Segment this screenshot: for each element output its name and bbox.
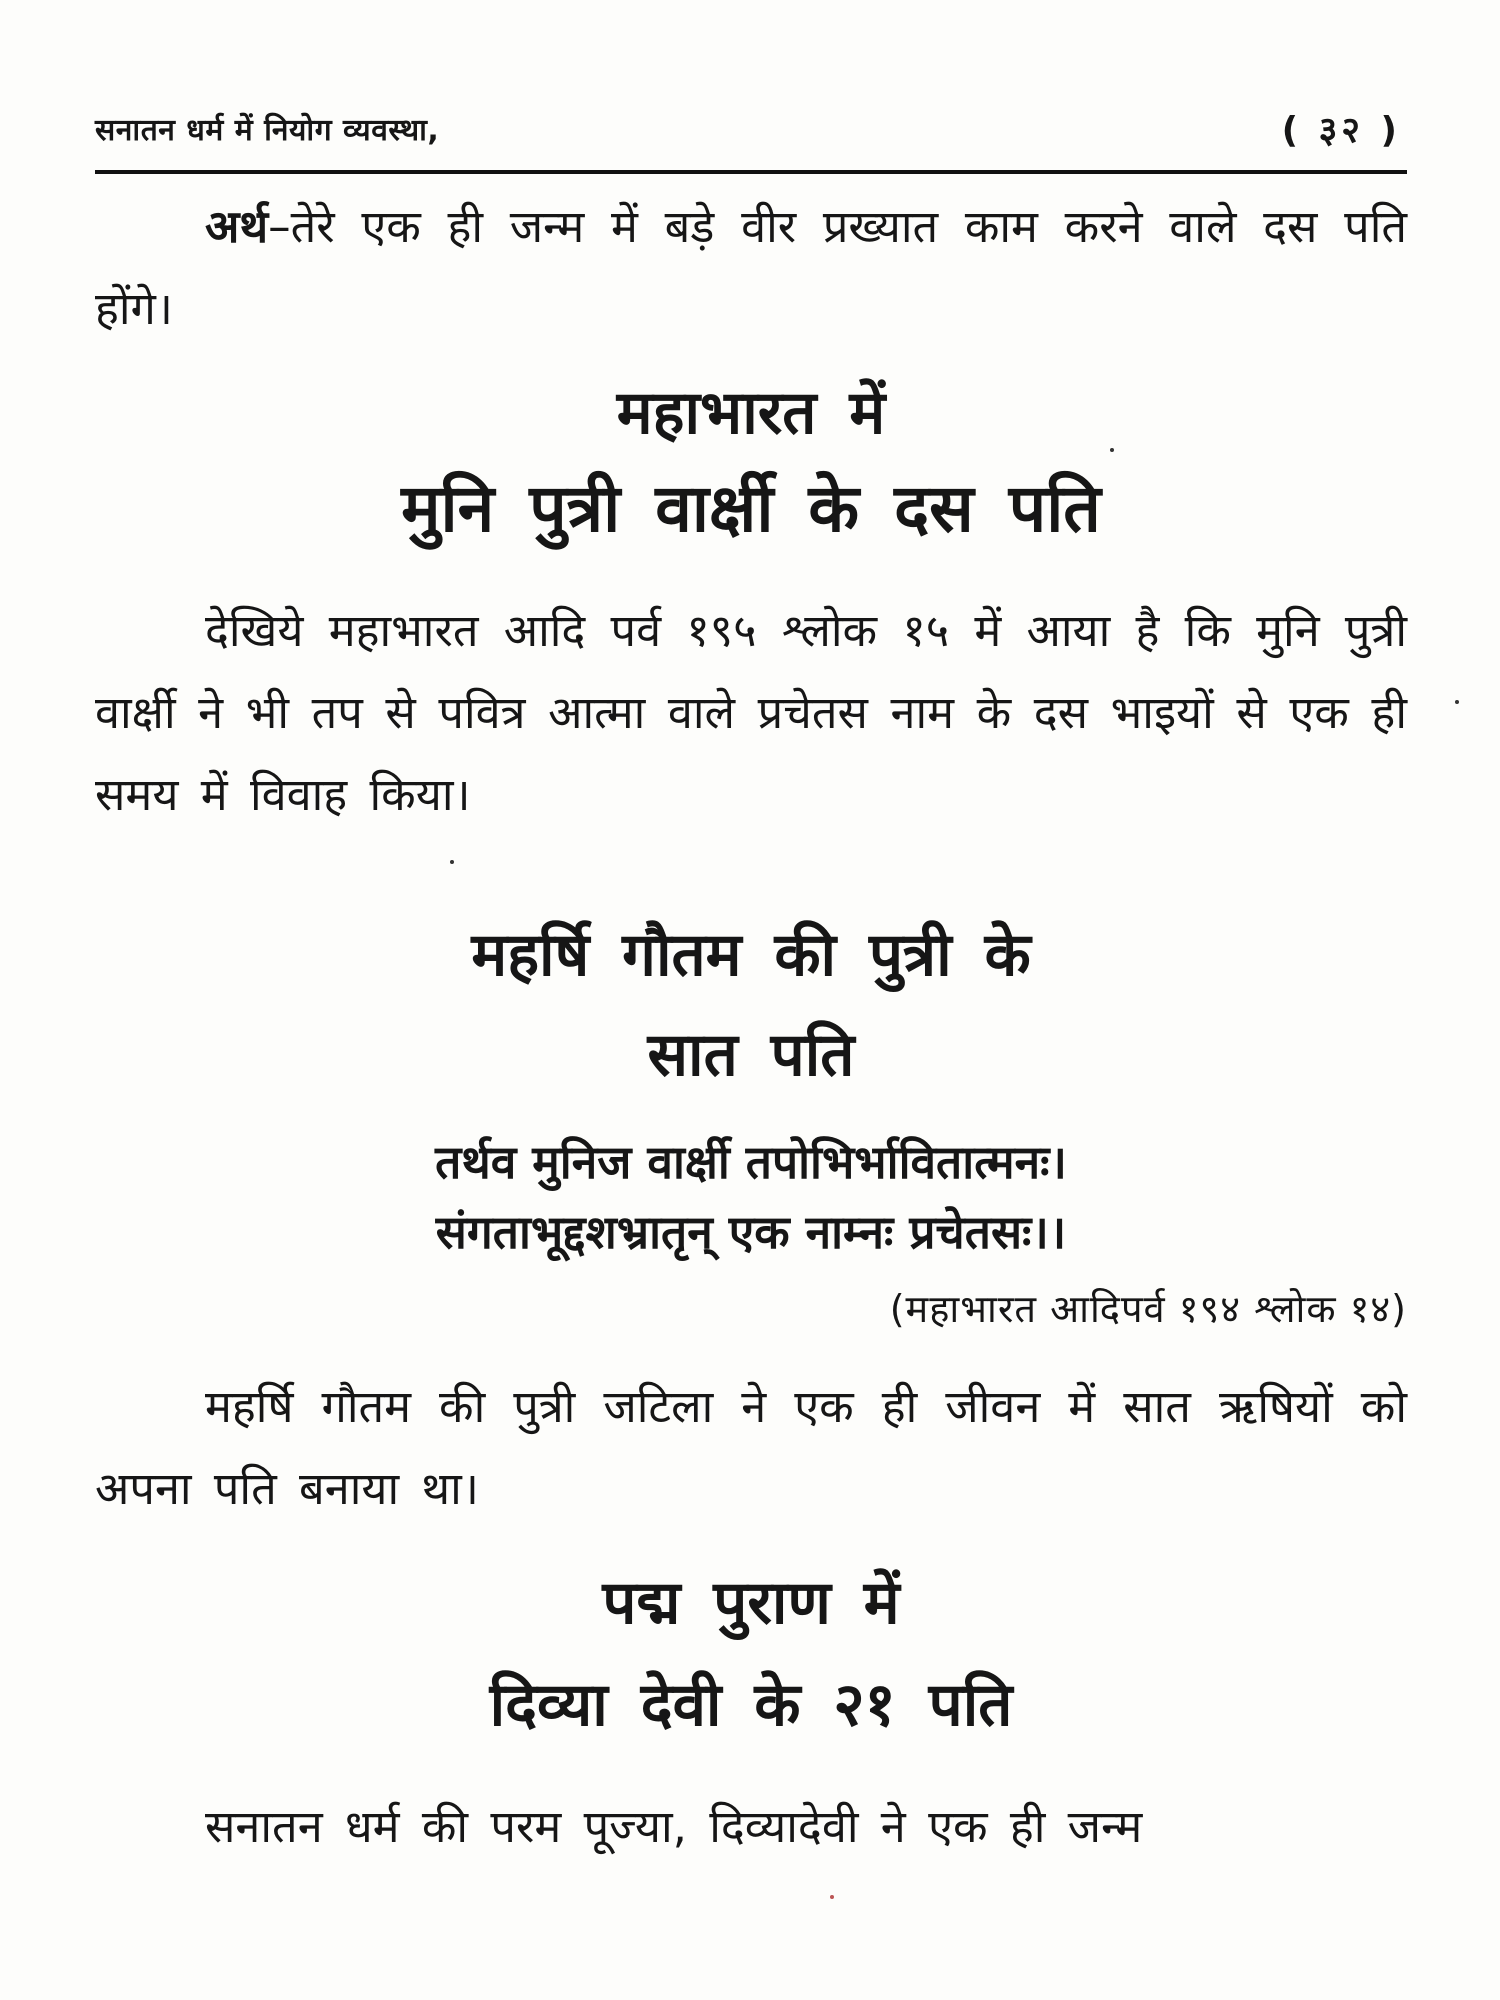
print-speck — [1110, 448, 1114, 452]
meaning-label: अर्थ — [205, 200, 269, 253]
verse-source-citation: (महाभारत आदिपर्व १९४ श्लोक १४) — [889, 1287, 1407, 1331]
header-rule — [95, 170, 1407, 174]
gautam-heading-line2: सात पति — [647, 1020, 855, 1090]
padma-paragraph: सनातन धर्म की परम पूज्या, दिव्यादेवी ने एक ही जन्म — [205, 1800, 1143, 1853]
print-speck — [1455, 700, 1459, 704]
padma-heading-line2: दिव्या देवी के २१ पति — [489, 1670, 1013, 1740]
mahabharat-heading-line2: मुनि पुत्री वार्क्षी के दस पति — [401, 470, 1101, 547]
gautam-paragraph: महर्षि गौतम की पुत्री जटिला ने एक ही जीवन में सात ऋषियों को अपना पति बनाया था। — [95, 1380, 1407, 1515]
verse-line-1: तर्थव मुनिज वार्क्षी तपोभिर्भावितात्मनः। — [435, 1135, 1067, 1189]
meaning-paragraph — [95, 186, 1407, 350]
page-number: ( ३२ ) — [1281, 110, 1401, 151]
mahabharat-heading-line1: महाभारत में — [616, 378, 886, 448]
print-speck — [830, 1895, 834, 1899]
print-speck — [450, 860, 454, 864]
mahabharat-paragraph: देखिये महाभारत आदि पर्व १९५ श्लोक १५ में आया है कि मुनि पुत्री वार्क्षी ने भी तप से पवित्र आत्मा वाले प्रचेतस नाम के दस भाइयों से एक ही समय में विवाह किया। — [95, 604, 1407, 821]
running-head: सनातन धर्म में नियोग व्यवस्था, — [95, 113, 440, 148]
gautam-heading-line1: महर्षि गौतम की पुत्री के — [471, 920, 1031, 990]
verse-line-2: संगताभूद्दशभ्रातृन् एक नाम्नः प्रचेतसः।। — [435, 1205, 1067, 1259]
meaning-text: –तेरे एक ही जन्म में बड़े वीर प्रख्यात काम करने वाले दस पति होंगे। — [95, 200, 1407, 335]
padma-heading-line1: पद्म पुराण में — [602, 1568, 900, 1638]
page-header — [95, 108, 1407, 160]
